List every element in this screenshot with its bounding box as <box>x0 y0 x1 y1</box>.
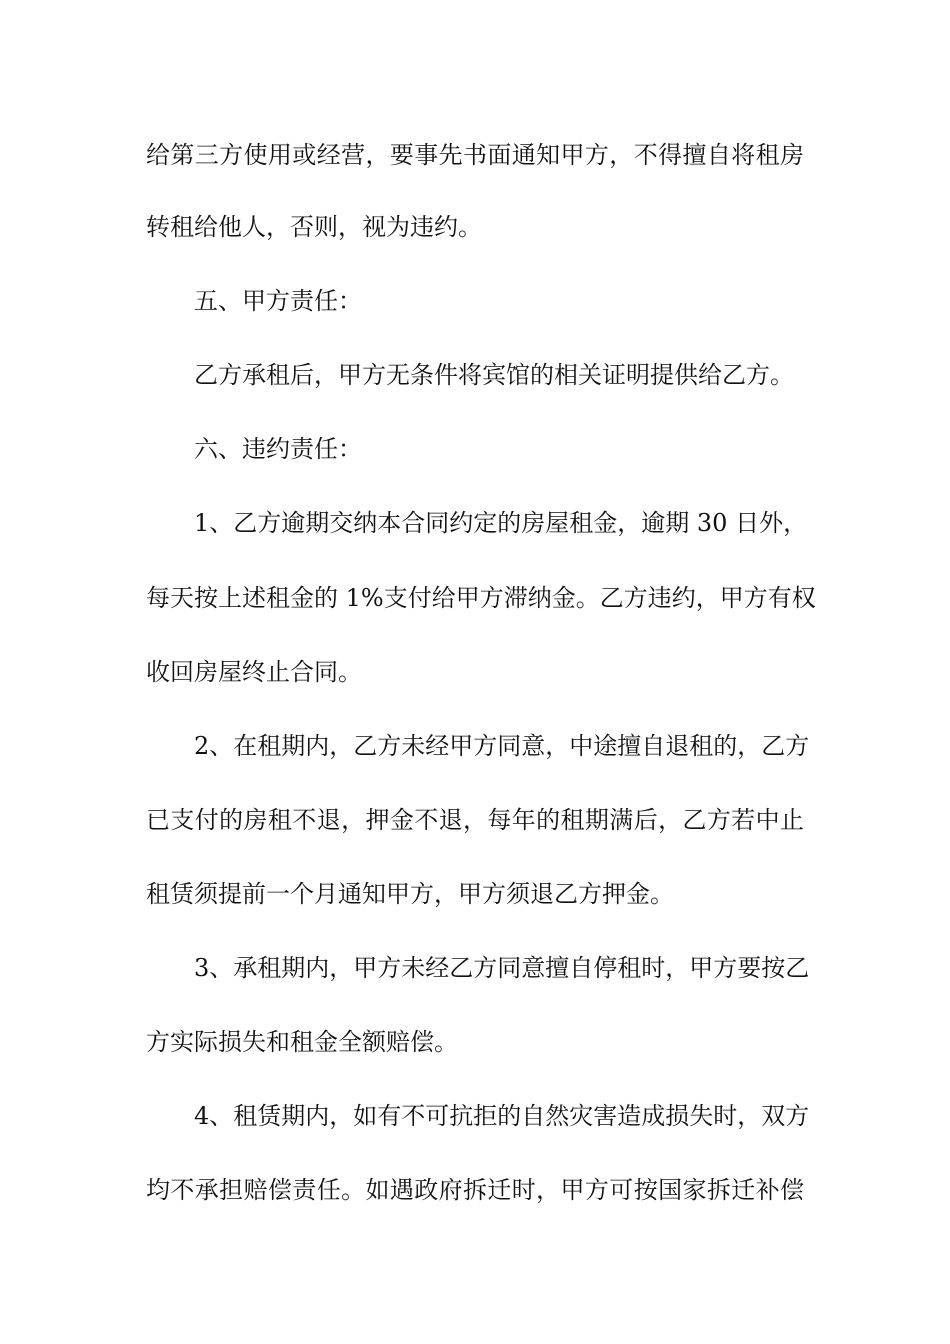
clause-text-line: 每天按上述租金的 1%支付给甲方滞纳金。乙方违约，甲方有权 <box>146 584 816 612</box>
clause-text-line: 均不承担赔偿责任。如遇政府拆迁时，甲方可按国家拆迁补偿 <box>146 1176 804 1204</box>
clause-text-line: 3、承租期内，甲方未经乙方同意擅自停租时，甲方要按乙 <box>194 954 810 982</box>
body-text-line: 转租给他人，否则，视为违约。 <box>146 213 482 241</box>
clause-text-line: 收回房屋终止合同。 <box>146 658 362 686</box>
clause-text-line: 1、乙方逾期交纳本合同约定的房屋租金，逾期 30 日外， <box>194 509 808 537</box>
section-heading: 六、违约责任： <box>194 435 362 463</box>
clause-text-line: 4、租赁期内，如有不可抗拒的自然灾害造成损失时，双方 <box>194 1102 810 1130</box>
clause-text-line: 2、在租期内，乙方未经甲方同意，中途擅自退租的，乙方 <box>194 732 810 760</box>
body-text-line: 乙方承租后，甲方无条件将宾馆的相关证明提供给乙方。 <box>194 361 794 389</box>
section-heading: 五、甲方责任： <box>194 287 362 315</box>
body-text-line: 给第三方使用或经营，要事先书面通知甲方，不得擅自将租房 <box>146 141 804 169</box>
clause-text-line: 方实际损失和租金全额赔偿。 <box>146 1028 458 1056</box>
clause-text-line: 已支付的房租不退，押金不退，每年的租期满后，乙方若中止 <box>146 806 804 834</box>
clause-text-line: 租赁须提前一个月通知甲方，甲方须退乙方押金。 <box>146 880 674 908</box>
